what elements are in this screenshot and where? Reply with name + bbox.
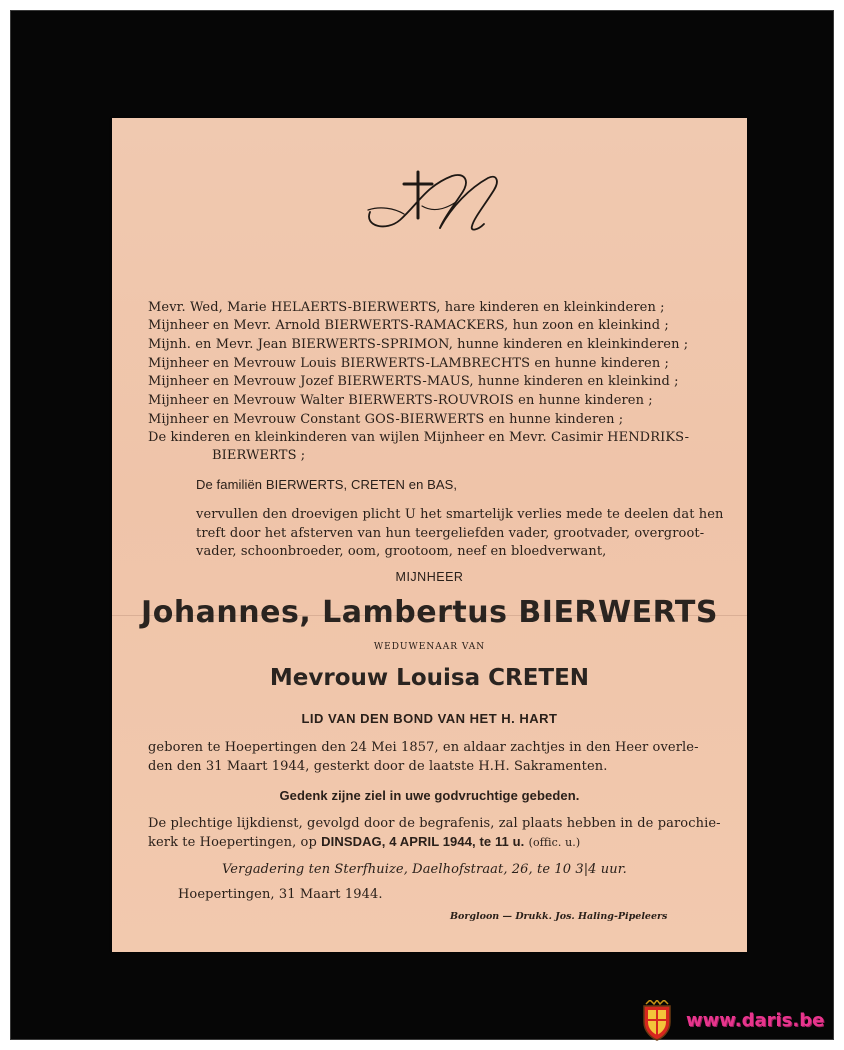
announce-line-1: vervullen den droevigen plicht U het smartelijk verlies mede te deelen dat hen (196, 507, 724, 522)
family-line-6: Mijnheer en Mevrouw Walter BIERWERTS-ROUVROIS en hunne kinderen ; (148, 393, 653, 408)
family-line-9: BIERWERTS ; (212, 448, 306, 463)
dark-mat (10, 10, 834, 1040)
deceased-name: Johannes, Lambertus BIERWERTS (141, 595, 718, 630)
family-line-8: De kinderen en kleinkinderen van wijlen Mijnheer en Mevr. Casimir HENDRIKS- (148, 430, 690, 445)
announce-line-3: vader, schoonbroeder, oom, grootoom, neef en bloedverwant, (196, 544, 607, 559)
family-line-1: Mevr. Wed, Marie HELAERTS-BIERWERTS, hare kinderen en kleinkinderen ; (148, 300, 665, 315)
familien-line: De familiën BIERWERTS, CRETEN en BAS, (196, 477, 458, 492)
place-date: Hoepertingen, 31 Maart 1944. (178, 887, 383, 902)
mijnheer-label: MIJNHEER (395, 570, 464, 584)
birth-line-2: den den 31 Maart 1944, gesterkt door de laatste H.H. Sakramenten. (148, 759, 608, 774)
funeral-date: DINSDAG, 4 APRIL 1944, te 11 u. (321, 834, 525, 849)
crest-icon (640, 1000, 674, 1042)
prayer-line: Gedenk zijne ziel in uwe godvruchtige gebeden. (279, 788, 580, 803)
family-line-5: Mijnheer en Mevrouw Jozef BIERWERTS-MAUS, hunne kinderen en kleinkind ; (148, 374, 679, 389)
spouse-name: Mevrouw Louisa CRETEN (269, 665, 590, 691)
family-line-4: Mijnheer en Mevrouw Louis BIERWERTS-LAMBRECHTS en hunne kinderen ; (148, 356, 670, 371)
funeral-text: kerk te Hoepertingen, op (148, 835, 317, 850)
family-line-7: Mijnheer en Mevrouw Constant GOS-BIERWERTS en hunne kinderen ; (148, 412, 624, 427)
member-line: LID VAN DEN BOND VAN HET H. HART (301, 711, 558, 726)
announce-line-2: treft door het afsterven van hun teergeliefden vader, grootvader, overgroot- (196, 526, 705, 541)
gathering-line: Vergadering ten Sterfhuize, Daelhofstraat, 26, te 10 3|4 uur. (222, 862, 627, 877)
watermark-site[interactable]: www.daris.be (686, 1010, 825, 1031)
funeral-line-2 (148, 834, 580, 850)
family-line-2: Mijnheer en Mevr. Arnold BIERWERTS-RAMACKERS, hun zoon en kleinkind ; (148, 318, 669, 333)
printer-credit: Borgloon — Drukk. Jos. Haling-Pipeleers (450, 911, 668, 922)
birth-line-1: geboren te Hoepertingen den 24 Mei 1857, en aldaar zachtjes in den Heer overle- (148, 740, 699, 755)
memorial-card (112, 118, 747, 952)
family-line-3: Mijnh. en Mevr. Jean BIERWERTS-SPRIMON, hunne kinderen en kleinkinderen ; (148, 337, 689, 352)
funeral-line-1: De plechtige lijkdienst, gevolgd door de begrafenis, zal plaats hebben in de parochie- (148, 816, 721, 831)
widower-label: WEDUWENAAR VAN (373, 642, 486, 652)
funeral-time-note: (offic. u.) (528, 836, 581, 849)
cross-monogram-icon (360, 166, 510, 238)
